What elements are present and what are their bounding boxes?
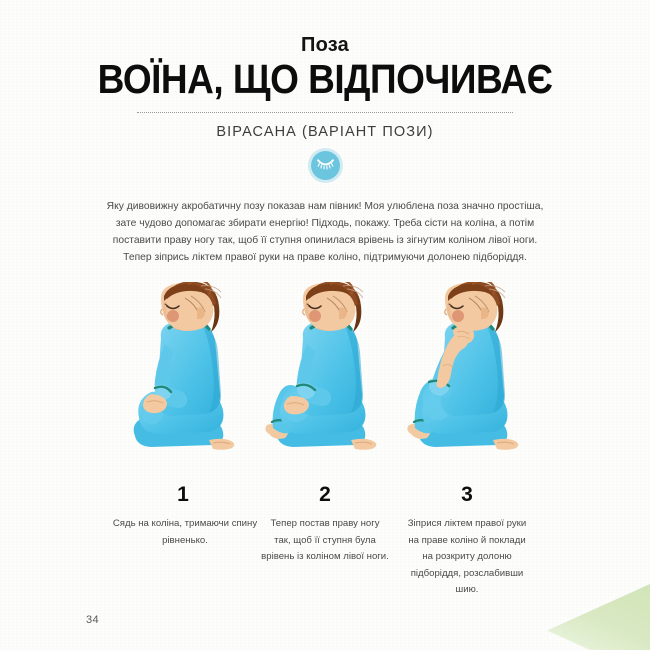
illustration-row — [0, 282, 650, 462]
title-divider — [137, 112, 513, 113]
steps-row — [0, 484, 650, 599]
badge-container — [0, 151, 650, 180]
page-number: 34 — [86, 614, 100, 626]
page-header — [0, 0, 650, 180]
kneeling-figure-upright-icon — [117, 282, 249, 462]
intro-paragraph: Яку дивовижну акробатичну позу показав нам півник! Моя улюблена поза значно простіша, зате чудово допомагає збирати енергію! Підходь, покажу. Треба сісти на коліна, а потім поставити праву ногу так, щоб її ступня опинилася врівень із зігнутим коліном лівої ноги. Тепер зіпрись ліктем правої руки на праве коліно, підтримуючи долонею підборіддя. — [106, 200, 544, 264]
pose-badge — [311, 151, 340, 180]
title-small: Поза — [301, 34, 349, 56]
illustration-step-1 — [117, 282, 249, 462]
step-item-2 — [259, 484, 391, 599]
step-number-3: 3 — [461, 483, 473, 507]
step-item-3 — [401, 484, 533, 599]
page-title: ВОЇНА, ЩО ВІДПОЧИВАЄ — [97, 56, 553, 102]
kneeling-figure-foot-forward-icon — [259, 282, 391, 462]
page-subtitle: ВІРАСАНА (ВАРІАНТ ПОЗИ) — [216, 123, 434, 140]
step-text-1: Сядь на коліна, тримаючи спину рівненько. — [112, 518, 258, 546]
illustration-step-3 — [401, 282, 533, 462]
closed-eye-icon — [316, 158, 335, 172]
kneeling-figure-elbow-on-knee-icon — [401, 282, 533, 462]
illustration-step-2 — [259, 282, 391, 462]
step-number-1: 1 — [177, 483, 189, 507]
step-text-2: Тепер постав праву ногу так, щоб її ступня була врівень із коліном лівої ноги. — [261, 518, 389, 563]
step-item-1 — [112, 483, 258, 599]
step-text-3: Зіприся ліктем правої руки на праве коліно й поклади на розкриту долоню підборіддя, розслабивши шию. — [407, 518, 527, 596]
step-number-2: 2 — [319, 483, 331, 507]
